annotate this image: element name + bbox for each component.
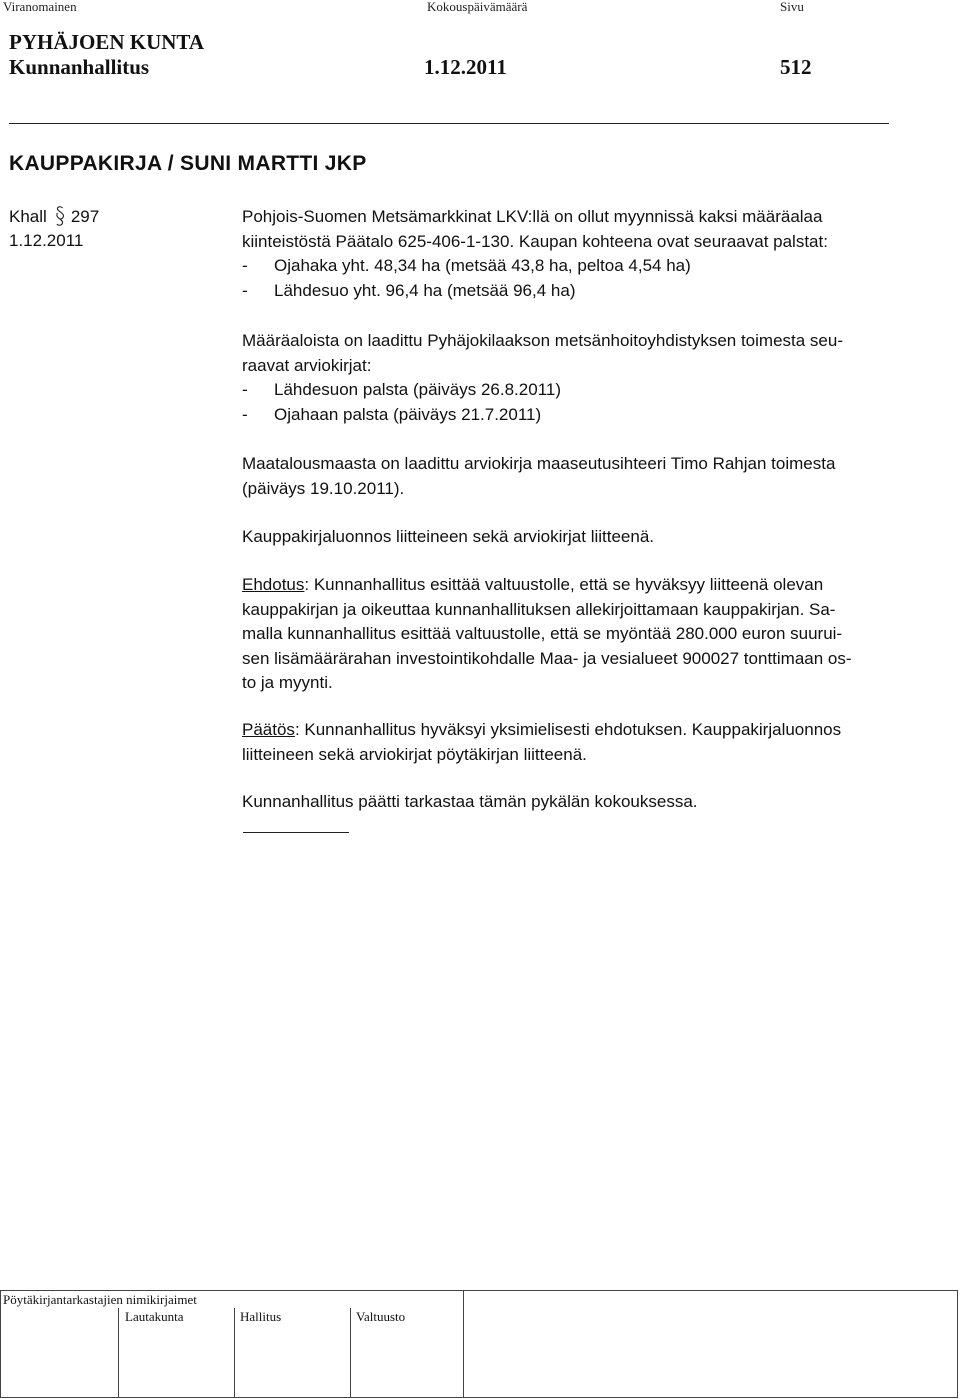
document-title: KAUPPAKIRJA / SUNI MARTTI JKP (9, 152, 367, 175)
text-line: Kauppakirjaluonnos liitteineen sekä arviokirjat liitteenä. (242, 527, 655, 546)
section-date: 1.12.2011 (9, 231, 84, 250)
paragraph-farmland-appraisal (242, 452, 902, 501)
paragraph-sale-object (242, 205, 902, 303)
paragraph-appraisals (242, 329, 902, 427)
header-label-meeting-date: Kokouspäivämäärä (427, 0, 528, 14)
text-line: Määräaloista on laadittu Pyhäjokilaakson metsänhoitoyhdistyksen toimesta seu- (242, 331, 843, 350)
text-line: malla kunnanhallitus esittää valtuustolle, että se myöntää 280.000 euron suurui- (242, 624, 843, 643)
text-line: (päiväys 19.10.2011). (242, 478, 405, 498)
page-number: 512 (780, 55, 812, 79)
decision-label: Päätös (242, 720, 295, 739)
section-reference (9, 205, 99, 229)
list-item: - Ojahaka yht. 48,34 ha (metsää 43,8 ha, peltoa 4,54 ha) (242, 256, 691, 275)
paragraph-attachments (242, 525, 902, 550)
footer-column-divider (118, 1308, 119, 1398)
meeting-date: 1.12.2011 (424, 55, 507, 79)
header-divider (9, 123, 889, 124)
list-item: - Ojahaan palsta (päiväys 21.7.2011) (242, 404, 542, 424)
text-line: Päätös: Kunnanhallitus hyväksyi yksimielisesti ehdotuksen. Kauppakirjaluonnos (242, 720, 842, 739)
text-line: Maatalousmaasta on laadittu arviokirja maaseutusihteeri Timo Rahjan toimesta (242, 454, 836, 473)
footer-column-divider (463, 1308, 464, 1398)
section-end-rule (243, 832, 349, 833)
text-line: kiinteistöstä Päätalo 625-406-1-130. Kaupan kohteena ovat seuraavat palstat: (242, 231, 828, 251)
section-body: Khall (9, 207, 47, 226)
section-sign-icon (53, 205, 67, 227)
text-line: Pohjois-Suomen Metsämarkkinat LKV:llä on ollut myynnissä kaksi määräalaa (242, 207, 823, 226)
paragraph-proposal (242, 573, 902, 696)
footer-divider (463, 1290, 464, 1308)
list-item: - Lähdesuon palsta (päiväys 26.8.2011) (242, 380, 561, 399)
governing-body: Kunnanhallitus (9, 55, 150, 79)
paragraph-review (242, 790, 902, 815)
text-line: liitteineen sekä arviokirjat pöytäkirjan liitteenä. (242, 744, 587, 764)
footer-col-lautakunta: Lautakunta (125, 1309, 184, 1324)
footer-column-divider (350, 1308, 351, 1398)
text-line: Ehdotus: Kunnanhallitus esittää valtuustolle, että se hyväksyy liitteenä olevan (242, 575, 824, 594)
footer-title: Pöytäkirjantarkastajien nimikirjaimet (3, 1292, 197, 1307)
text-line: kauppakirjan ja oikeuttaa kunnanhallituksen allekirjoittamaan kauppakirjan. Sa- (242, 599, 836, 619)
paragraph-decision (242, 718, 902, 767)
list-item: - Lähdesuo yht. 96,4 ha (metsää 96,4 ha) (242, 280, 576, 300)
footer-column-divider (234, 1308, 235, 1398)
section-number: 297 (70, 207, 100, 226)
text-line: raavat arviokirjat: (242, 355, 372, 375)
text-line: to ja myynti. (242, 673, 333, 692)
proposal-label: Ehdotus (242, 575, 305, 594)
header-label-official: Viranomainen (3, 0, 77, 14)
footer-col-valtuusto: Valtuusto (356, 1309, 406, 1324)
organization-name: PYHÄJOEN KUNTA (9, 30, 205, 54)
text-line: Kunnanhallitus päätti tarkastaa tämän pykälän kokouksessa. (242, 792, 698, 811)
text-line: sen lisämäärärahan investointikohdalle Maa- ja vesialueet 900027 tonttimaan os- (242, 648, 852, 668)
header-label-page: Sivu (780, 0, 804, 14)
footer-col-hallitus: Hallitus (240, 1309, 282, 1324)
